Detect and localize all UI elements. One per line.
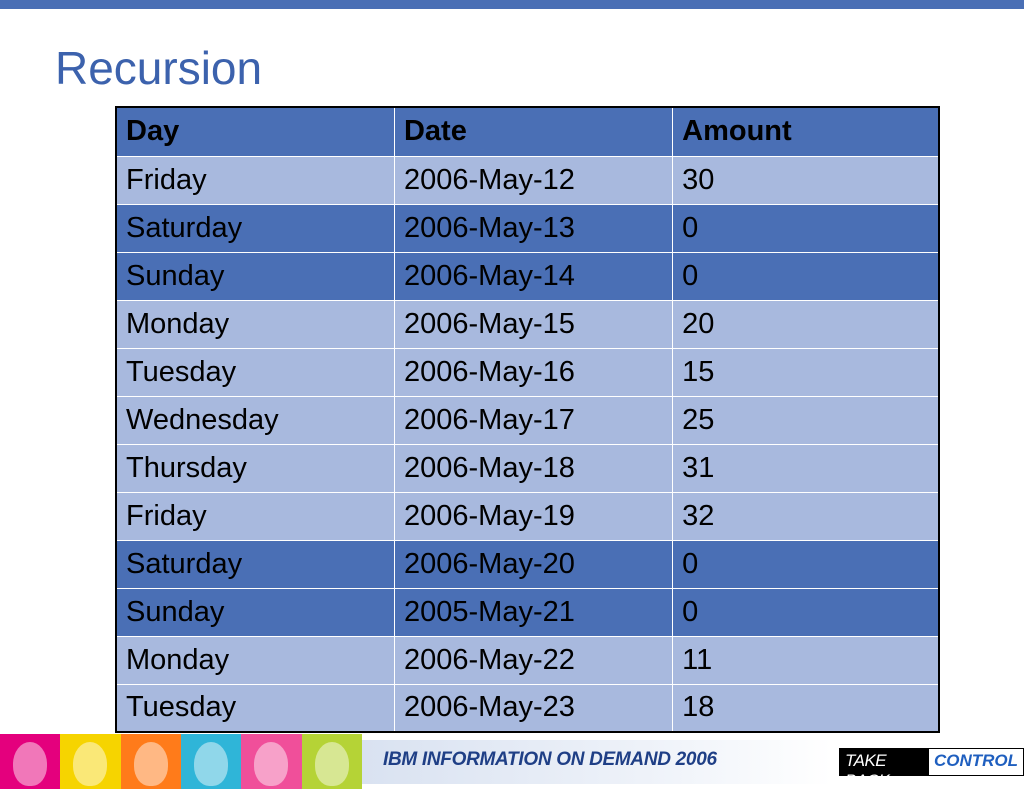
table-row bbox=[116, 204, 939, 252]
cell-day: Monday bbox=[116, 300, 394, 348]
cell-amount: 0 bbox=[673, 252, 939, 300]
cell-day: Sunday bbox=[116, 252, 394, 300]
table-row bbox=[116, 444, 939, 492]
table-row bbox=[116, 684, 939, 732]
top-accent-bar bbox=[0, 0, 1024, 9]
column-header-amount: Amount bbox=[673, 107, 939, 156]
person-photo bbox=[302, 734, 362, 789]
cell-amount: 25 bbox=[673, 396, 939, 444]
cell-day: Tuesday bbox=[116, 684, 394, 732]
cell-date: 2006-May-22 bbox=[394, 636, 672, 684]
table-row bbox=[116, 396, 939, 444]
cell-day: Wednesday bbox=[116, 396, 394, 444]
cell-amount: 30 bbox=[673, 156, 939, 204]
person-face-icon bbox=[73, 742, 107, 786]
event-name: IBM INFORMATION ON DEMAND 2006 bbox=[383, 749, 717, 770]
cell-date: 2006-May-14 bbox=[394, 252, 672, 300]
column-header-day: Day bbox=[116, 107, 394, 156]
person-face-icon bbox=[134, 742, 168, 786]
cell-day: Friday bbox=[116, 492, 394, 540]
cell-date: 2006-May-15 bbox=[394, 300, 672, 348]
cell-day: Saturday bbox=[116, 204, 394, 252]
person-face-icon bbox=[13, 742, 47, 786]
cell-amount: 18 bbox=[673, 684, 939, 732]
cell-amount: 20 bbox=[673, 300, 939, 348]
person-face-icon bbox=[254, 742, 288, 786]
table-row bbox=[116, 156, 939, 204]
person-photo bbox=[60, 734, 120, 789]
table-body bbox=[116, 156, 939, 732]
table-row bbox=[116, 300, 939, 348]
logo-control: CONTROL bbox=[927, 749, 1023, 775]
cell-date: 2005-May-21 bbox=[394, 588, 672, 636]
person-photo bbox=[0, 734, 60, 789]
cell-date: 2006-May-20 bbox=[394, 540, 672, 588]
person-photo bbox=[241, 734, 301, 789]
slide-title: Recursion bbox=[55, 42, 263, 94]
column-header-date: Date bbox=[394, 107, 672, 156]
cell-date: 2006-May-18 bbox=[394, 444, 672, 492]
cell-amount: 0 bbox=[673, 204, 939, 252]
cell-day: Sunday bbox=[116, 588, 394, 636]
table-row bbox=[116, 252, 939, 300]
cell-amount: 31 bbox=[673, 444, 939, 492]
person-photo bbox=[181, 734, 241, 789]
cell-day: Friday bbox=[116, 156, 394, 204]
table-header-row bbox=[116, 107, 939, 156]
table-row bbox=[116, 492, 939, 540]
cell-day: Tuesday bbox=[116, 348, 394, 396]
people-photo-strip bbox=[0, 734, 362, 789]
cell-date: 2006-May-17 bbox=[394, 396, 672, 444]
table-row bbox=[116, 540, 939, 588]
cell-day: Thursday bbox=[116, 444, 394, 492]
person-photo bbox=[121, 734, 181, 789]
cell-amount: 0 bbox=[673, 540, 939, 588]
person-face-icon bbox=[315, 742, 349, 786]
table-row bbox=[116, 588, 939, 636]
logo-take-back: TAKE BACK bbox=[840, 749, 927, 775]
cell-day: Monday bbox=[116, 636, 394, 684]
cell-date: 2006-May-19 bbox=[394, 492, 672, 540]
data-table bbox=[115, 106, 940, 733]
cell-amount: 15 bbox=[673, 348, 939, 396]
cell-amount: 32 bbox=[673, 492, 939, 540]
cell-day: Saturday bbox=[116, 540, 394, 588]
cell-date: 2006-May-13 bbox=[394, 204, 672, 252]
person-face-icon bbox=[194, 742, 228, 786]
table-row bbox=[116, 636, 939, 684]
cell-date: 2006-May-23 bbox=[394, 684, 672, 732]
cell-date: 2006-May-16 bbox=[394, 348, 672, 396]
take-back-control-logo bbox=[839, 748, 1024, 789]
cell-amount: 0 bbox=[673, 588, 939, 636]
table-row bbox=[116, 348, 939, 396]
cell-date: 2006-May-12 bbox=[394, 156, 672, 204]
cell-amount: 11 bbox=[673, 636, 939, 684]
